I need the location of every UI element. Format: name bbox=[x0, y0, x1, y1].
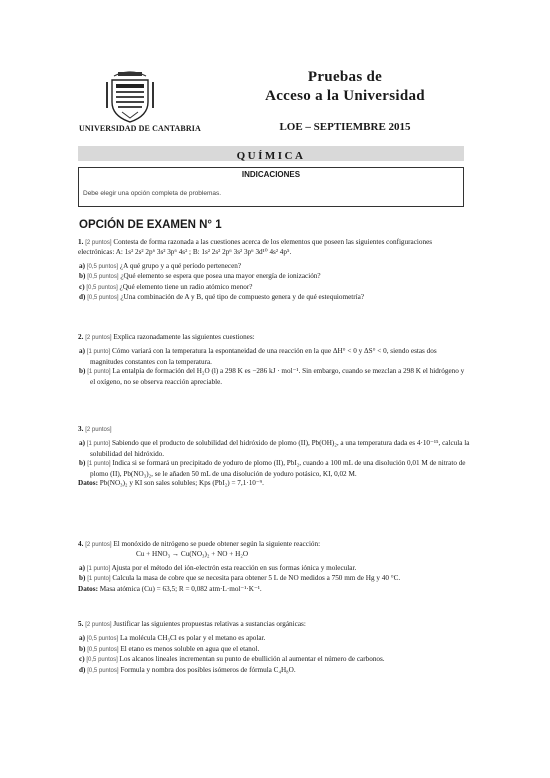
page-title bbox=[250, 68, 440, 106]
subject-bar bbox=[78, 146, 464, 161]
q5-item-a: a) [0,5 puntos] La molécula CH₃Cl es polar y el metano es apolar. bbox=[79, 634, 266, 643]
option-title: OPCIÓN DE EXAMEN N° 1 bbox=[79, 219, 222, 231]
indications-box bbox=[78, 167, 464, 207]
title-line-1: Pruebas de bbox=[307, 69, 383, 85]
q3-item-b: b) [1 punto] Indica si se formará un precipitado de yoduro de plomo (II), PbI₂, cuando a 100 mL de una disolución 0,01 M de nitrato de plomo (II), Pb(NO₃)₂, se le añaden 50 mL de una disolución de yoduro potásico, KI, 0,02 M. bbox=[79, 459, 466, 478]
q1-points: [2 puntos] bbox=[85, 240, 112, 246]
question-5 bbox=[78, 620, 470, 676]
q1-item-c: c) [0,5 puntos] ¿Qué elemento tiene un radio atómico menor? bbox=[79, 282, 253, 291]
q1-item-b: b) [0,5 puntos] ¿Qué elemento se espera que posea una mayor energía de ionización? bbox=[79, 272, 321, 281]
question-3 bbox=[78, 425, 470, 488]
exam-session: LOE – SEPTIEMBRE 2015 bbox=[279, 121, 411, 133]
q5-text: Justificar las siguientes propuestas relativas a sustancias orgánicas: bbox=[113, 620, 306, 628]
q1-item-d: d) [0,5 puntos] ¿Una combinación de A y B, qué tipo de compuesto genera y de qué estequiometría? bbox=[79, 293, 365, 302]
q2-number: 2. bbox=[78, 333, 84, 341]
q2-item-b: b) [1 punto] La entalpía de formación del H₂O (l) a 298 K es −286 kJ · mol⁻¹. Sin embargo, cuando se mezclan a 298 K el hidrógeno y el oxígeno, no se observa reacción apreciable. bbox=[79, 367, 465, 386]
university-name: UNIVERSIDAD DE CANTABRIA bbox=[79, 124, 201, 133]
q4-text: El monóxido de nitrógeno se puede obtener según la siguiente reacción: bbox=[113, 540, 321, 548]
question-1 bbox=[78, 238, 470, 303]
indications-text: Debe elegir una opción completa de problemas. bbox=[83, 190, 222, 197]
title-line-2: Acceso a la Universidad bbox=[265, 88, 425, 104]
university-seal-icon bbox=[104, 68, 156, 124]
q4-data: Datos: Masa atómica (Cu) = 63,5; R = 0,082 atm·L·mol⁻¹·K⁻¹. bbox=[78, 584, 262, 593]
q3-points: [2 puntos] bbox=[85, 427, 112, 433]
q3-data: Datos: Pb(NO₃)₂ y KI son sales solubles; Kps (PbI₂) = 7,1·10⁻⁹. bbox=[78, 479, 264, 488]
indications-title: INDICACIONES bbox=[241, 170, 301, 179]
q5-number: 5. bbox=[78, 620, 84, 628]
q1-item-a: a) [0,5 puntos] ¿A qué grupo y a qué período pertenecen? bbox=[79, 261, 242, 270]
q4-points: [2 puntos] bbox=[85, 542, 112, 548]
q4-reaction: Cu + HNO₃ → Cu(NO₃)₂ + NO + H₂O bbox=[136, 550, 249, 559]
q4-item-a: a) [1 punto] Ajusta por el método del ión-electrón esta reacción en sus formas iónica y molecular. bbox=[79, 563, 357, 572]
question-4 bbox=[78, 540, 470, 594]
q4-number: 4. bbox=[78, 540, 84, 548]
q5-item-b: b) [0,5 puntos] El etano es menos soluble en agua que el etanol. bbox=[79, 644, 260, 653]
q2-points: [2 puntos] bbox=[85, 335, 112, 341]
q3-number: 3. bbox=[78, 425, 84, 433]
q4-item-b: b) [1 punto] Calcula la masa de cobre que se necesita para obtener 5 L de NO medidos a 750 mm de Hg y 40 °C. bbox=[79, 574, 401, 583]
subject-title: QUÍMICA bbox=[236, 150, 306, 162]
q5-item-d: d) [0,5 puntos] Formula y nombra dos posibles isómeros de fórmula C₄H₈O. bbox=[79, 665, 296, 674]
q2-item-a: a) [1 punto] Cómo variará con la temperatura la espontaneidad de una reacción en la que ΔH° < 0 y ΔS° < 0, siendo estas dos magnitudes constantes con la temperatura. bbox=[79, 347, 437, 366]
q3-item-a: a) [1 punto] Sabiendo que el producto de solubilidad del hidróxido de plomo (II), Pb(OH)₂, a una temperatura dada es 4·10⁻¹⁵, calcula la solubilidad del hidróxido. bbox=[79, 439, 470, 458]
q5-points: [2 puntos] bbox=[85, 622, 112, 628]
question-2 bbox=[78, 333, 470, 387]
q1-number: 1. bbox=[78, 238, 84, 246]
q5-item-c: c) [0,5 puntos] Los alcanos lineales incrementan su punto de ebullición al aumentar el número de carbonos. bbox=[79, 655, 385, 664]
q2-text: Explica razonadamente las siguientes cuestiones: bbox=[113, 333, 255, 341]
q1-text: Contesta de forma razonada a las cuestiones acerca de los elementos que poseen las siguientes configuraciones electrónicas: A: 1s² 2s² 2p⁶ 3s² 3p⁶ 4s² ; B: 1s² 2s² 2p⁶ 3s² 3p⁶ 3d¹⁰ 4s² 4p⁵. bbox=[78, 238, 433, 257]
